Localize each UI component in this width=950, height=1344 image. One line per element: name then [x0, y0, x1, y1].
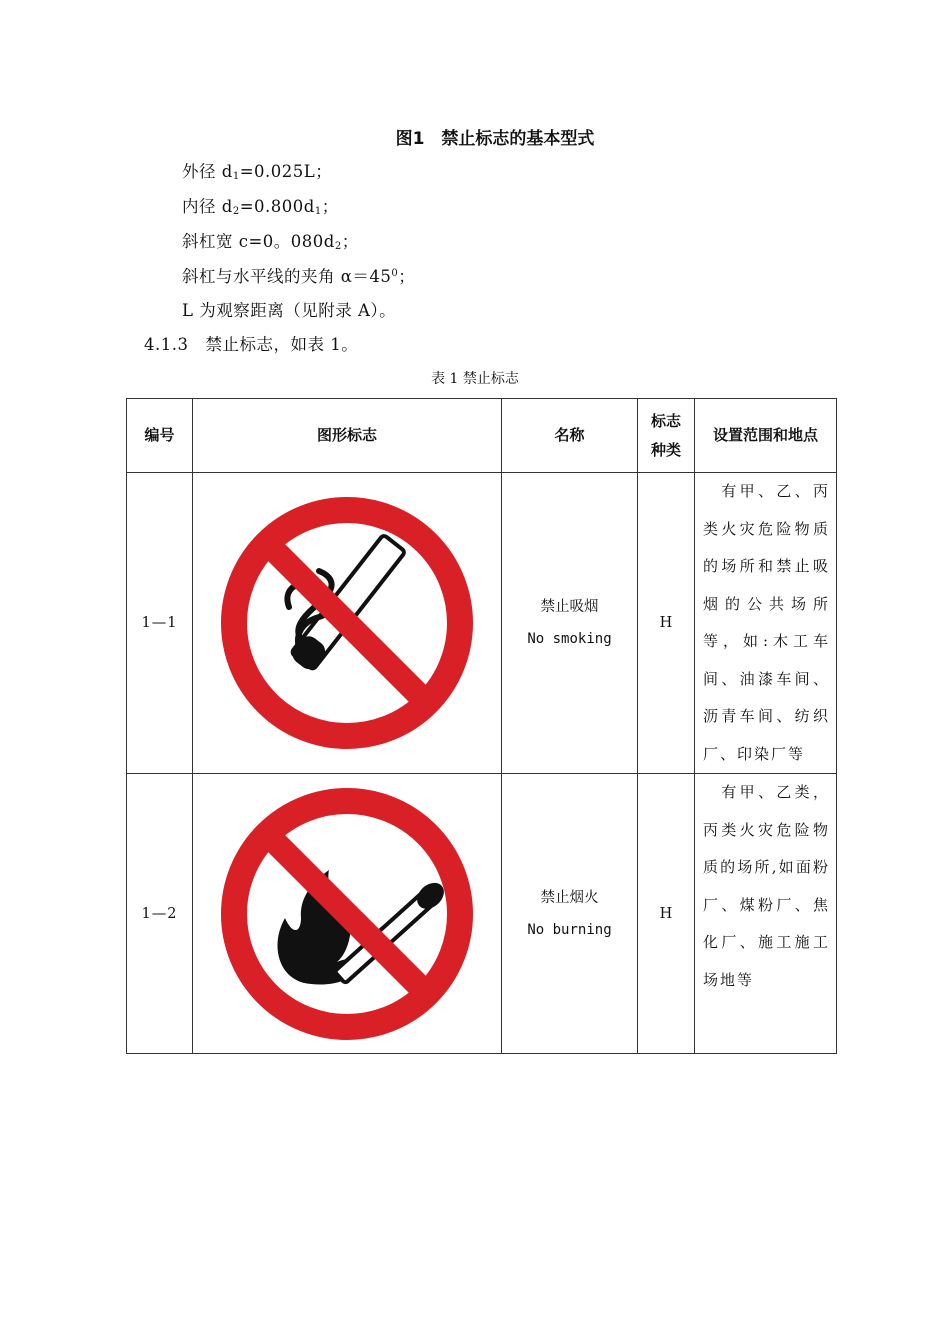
row-name	[502, 774, 638, 1054]
param-inner-diameter: 内径 $d_2=0.800d_1$；	[182, 197, 339, 217]
no-burning-sign-icon	[219, 786, 475, 1042]
header-type: 标志 种类	[638, 399, 695, 473]
row-name	[502, 473, 638, 774]
row-graphic	[193, 473, 502, 774]
param-outer-diameter: 外径 $d_1=0.025L$；	[182, 162, 333, 182]
param-bar-width: 斜杠宽 c=0。$080d_2$；	[182, 232, 359, 252]
table-header-row	[127, 399, 837, 473]
name-english: No smoking	[527, 631, 612, 647]
clause-text: 4.1.3 禁止标志，如表 1。	[144, 335, 359, 354]
row-num: 1—1	[127, 473, 193, 774]
row-scope: 有甲、乙、丙类火灾危险物质的场所和禁止吸烟的公共场所等，如:木工车间、油漆车间、沥青车间、纺织厂、印染厂等	[695, 473, 837, 774]
row-num: 1—2	[127, 774, 193, 1054]
header-graphic: 图形标志	[193, 399, 502, 473]
header-name: 名称	[502, 399, 638, 473]
table-caption: 表 1 禁止标志	[431, 371, 519, 387]
prohibition-signs-table	[126, 398, 837, 1054]
param-viewing-distance: L 为观察距离（见附录 A）。	[182, 301, 397, 320]
name-chinese: 禁止烟火	[540, 889, 599, 906]
no-smoking-sign-icon	[219, 495, 475, 751]
name-english: No burning	[527, 921, 612, 938]
header-scope: 设置范围和地点	[695, 399, 837, 473]
table-row	[127, 774, 837, 1054]
param-bar-angle: 斜杠与水平线的夹角 $\alpha=45^0$；	[182, 267, 416, 286]
row-scope: 有甲、乙类，丙类火灾危险物质的场所,如面粉厂、煤粉厂、焦化厂、施工施工场地等	[695, 774, 837, 1054]
header-num: 编号	[127, 399, 193, 473]
table-row	[127, 473, 837, 774]
name-chinese: 禁止吸烟	[540, 599, 599, 615]
row-type: H	[638, 473, 695, 774]
row-graphic	[193, 774, 502, 1054]
figure-title: 图1 禁止标志的基本型式	[395, 129, 595, 149]
row-type: H	[638, 774, 695, 1054]
